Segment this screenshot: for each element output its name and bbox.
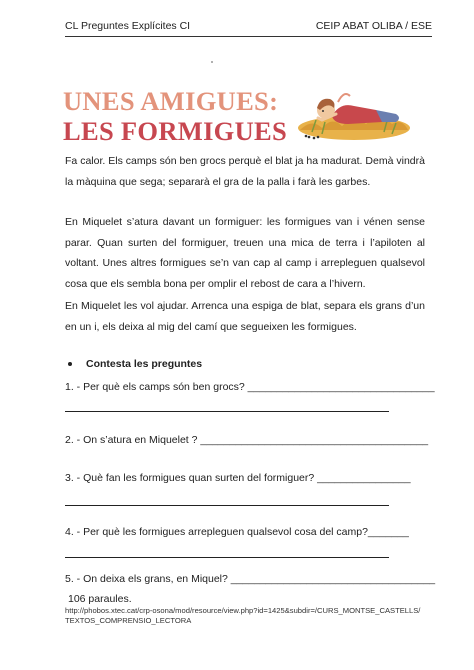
page-title <box>63 86 287 146</box>
instruction-text: Contesta les preguntes <box>86 358 203 370</box>
answer-line-1[interactable] <box>65 410 389 412</box>
question-5: 5. - On deixa els grans, en Miquel? ___________________________________ <box>65 573 436 585</box>
answer-line-4[interactable] <box>65 556 389 558</box>
paragraph-1: Fa calor. Els camps són ben grocs perquè el blat ja ha madurat. Demà vindrà la màquina que sega; separarà el gra de la palla i farà les garbes. <box>65 155 425 188</box>
question-2: 2. - On s’atura en Miquelet ? _______________________________________ <box>65 434 429 446</box>
header-right: CEIP ABAT OLIBA / ESE <box>315 20 432 32</box>
question-3: 3. - Què fan les formigues quan surten del formiguer? ________________ <box>65 472 411 484</box>
title-line-1: UNES AMIGUES: <box>63 86 279 116</box>
source-url <box>65 606 435 625</box>
question-1: 1. - Per què els camps són ben grocs? ________________________________ <box>65 381 435 393</box>
instruction <box>65 358 202 370</box>
source-url-line-2: TEXTOS_COMPRENSIO_LECTORA <box>65 615 192 625</box>
source-url-line-1: http://phobos.xtec.cat/crp-osona/mod/resource/view.php?id=1425&subdir=/CURS_MONTSE_CASTELLS/ <box>65 606 421 615</box>
word-count: 106 paraules. <box>68 593 132 605</box>
child-lying-in-field-with-ants-illustration <box>292 80 410 144</box>
paragraph-3: En Miquelet les vol ajudar. Arrenca una espiga de blat, separa els grans d’un en un i, els deixa al mig del camí que segueixen les formigues. <box>65 300 425 333</box>
question-4: 4. - Per què les formigues arrepleguen qualsevol cosa del camp?_______ <box>65 526 409 538</box>
answer-line-3[interactable] <box>65 504 389 506</box>
title-line-2: LES FORMIGUES <box>63 116 288 146</box>
scan-dot <box>211 61 213 63</box>
page-header <box>65 20 432 37</box>
bullet-icon <box>68 362 72 366</box>
header-left: CL Preguntes Explícites CI <box>65 20 191 32</box>
paragraph-2: En Miquelet s’atura davant un formiguer: les formigues van i vénen sense parar. Quan surten del formiguer, treuen una mica de terra i l’apiloten al voltant. Unes altres formigues se’n van cap al camp i arrepleguen qualsevol cosa que els sembla bona per omplir el rebost de cara a l’hivern. <box>65 216 425 290</box>
